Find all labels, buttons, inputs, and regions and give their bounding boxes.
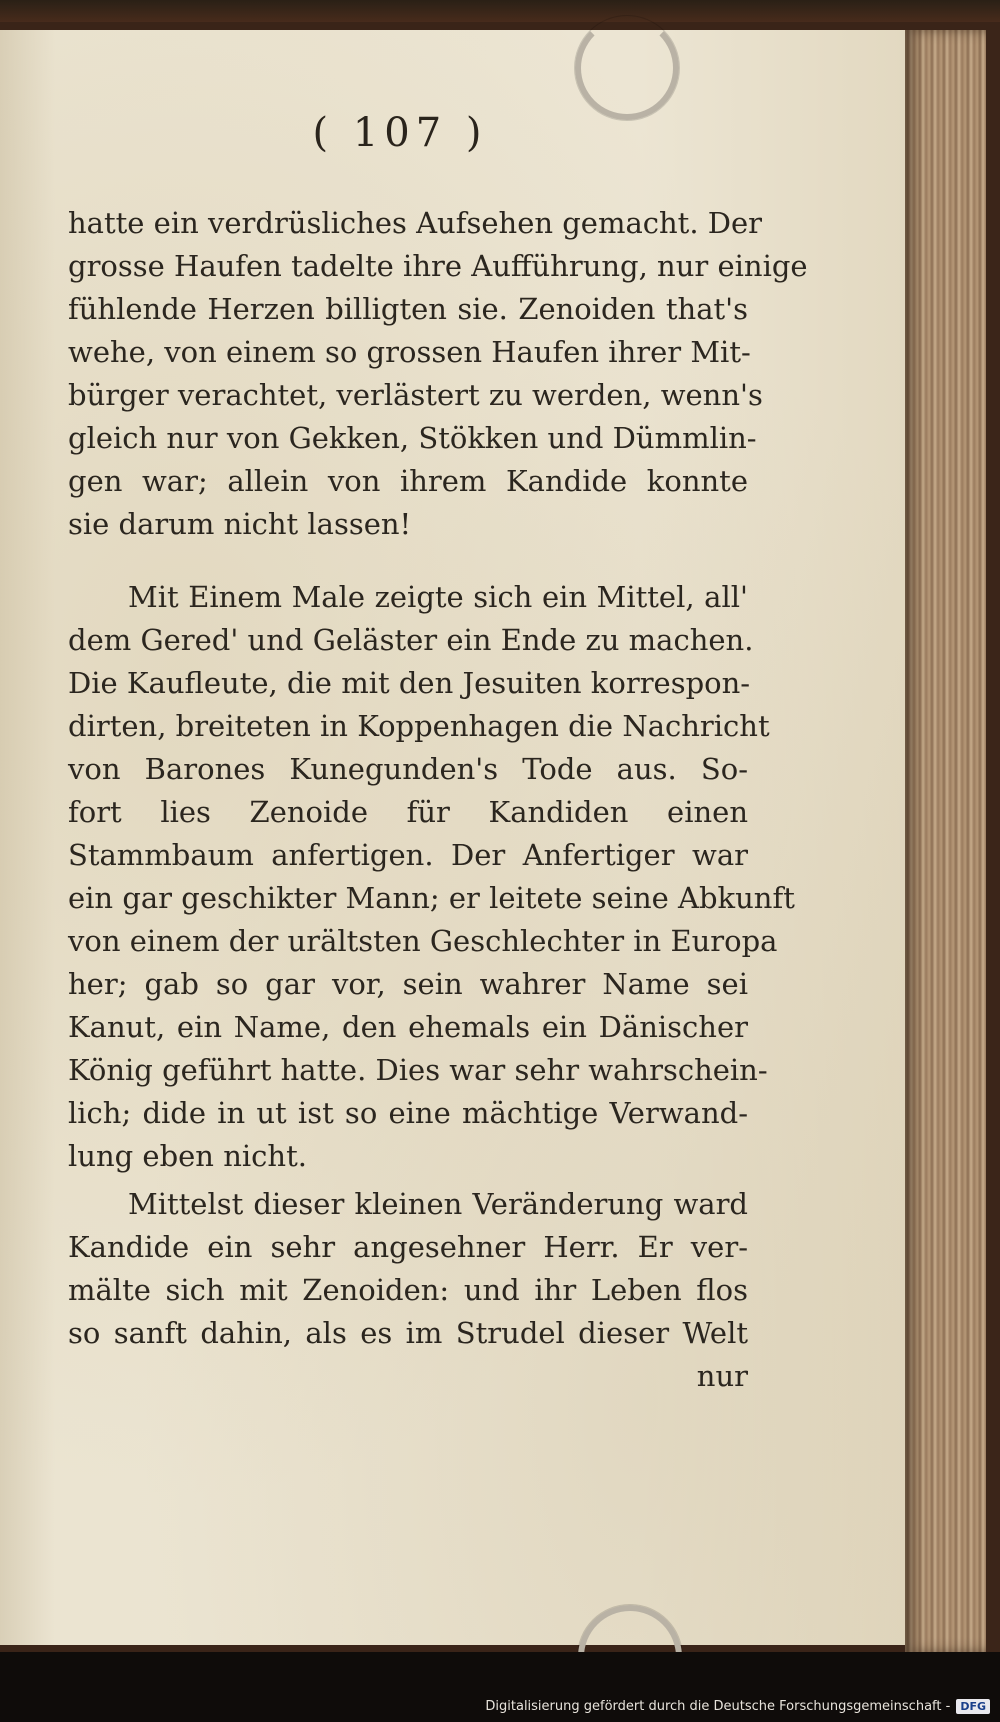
text-line: wehe, von einem so grossen Haufen ihrer Mit- (68, 335, 751, 369)
text-line: sie darum nicht lassen! (68, 507, 412, 541)
text-line: Mittelst dieser kleinen Veränderung ward (128, 1187, 748, 1221)
text-line: dem Gered' und Geläster ein Ende zu machen. (68, 623, 754, 657)
text-line: ein gar geschikter Mann; er leitete seine Abkunft (68, 881, 795, 915)
text-line: mälte sich mit Zenoiden: und ihr Leben flos (68, 1273, 748, 1307)
credit-text: Digitalisierung gefördert durch die Deutsche Forschungsgemeinschaft - (485, 1698, 951, 1714)
text-line: fort lies Zenoide für Kandiden einen (68, 795, 748, 829)
text-line: Kandide ein sehr angesehner Herr. Er ver- (68, 1230, 748, 1264)
paragraph-2 (68, 576, 795, 1178)
page-clip-top (575, 16, 679, 120)
page-number: ( 107 ) (312, 110, 488, 156)
text-line: Mit Einem Male zeigte sich ein Mittel, all' (128, 580, 748, 614)
paragraph-1 (68, 202, 808, 546)
text-line: lung eben nicht. (68, 1139, 307, 1173)
text-line: von Barones Kunegunden's Tode aus. So- (68, 752, 748, 786)
text-line: bürger verachtet, verlästert zu werden, wenn's (68, 378, 763, 412)
text-line: hatte ein verdrüsliches Aufsehen gemacht. Der (68, 206, 763, 240)
text-line: lich; dide in ut ist so eine mächtige Verwand- (68, 1096, 748, 1130)
text-line: Stammbaum anfertigen. Der Anfertiger war (68, 838, 748, 872)
text-line: grosse Haufen tadelte ihre Aufführung, nur einige (68, 249, 808, 283)
dfg-logo: DFG (956, 1699, 990, 1714)
catchword: nur (696, 1359, 748, 1393)
text-line: von einem der urältsten Geschlechter in Europa (68, 924, 778, 958)
paragraph-3 (68, 1183, 748, 1398)
text-line: gen war; allein von ihrem Kandide konnte (68, 464, 748, 498)
footer-bar (0, 1652, 1000, 1722)
text-line: Kanut, ein Name, den ehemals ein Dänischer (68, 1010, 748, 1044)
text-line: dirten, breiteten in Koppenhagen die Nachricht (68, 709, 770, 743)
text-line: König geführt hatte. Dies war sehr wahrschein- (68, 1053, 768, 1087)
text-line: her; gab so gar vor, sein wahrer Name sei (68, 967, 748, 1001)
page-fore-edge (905, 30, 1000, 1652)
footer-credit (485, 1694, 990, 1718)
text-line: gleich nur von Gekken, Stökken und Dümmlin- (68, 421, 757, 455)
text-line: fühlende Herzen billigten sie. Zenoiden that's (68, 292, 748, 326)
text-line: so sanft dahin, als es im Strudel dieser Welt (68, 1316, 748, 1350)
text-line: Die Kaufleute, die mit den Jesuiten korrespon- (68, 666, 751, 700)
